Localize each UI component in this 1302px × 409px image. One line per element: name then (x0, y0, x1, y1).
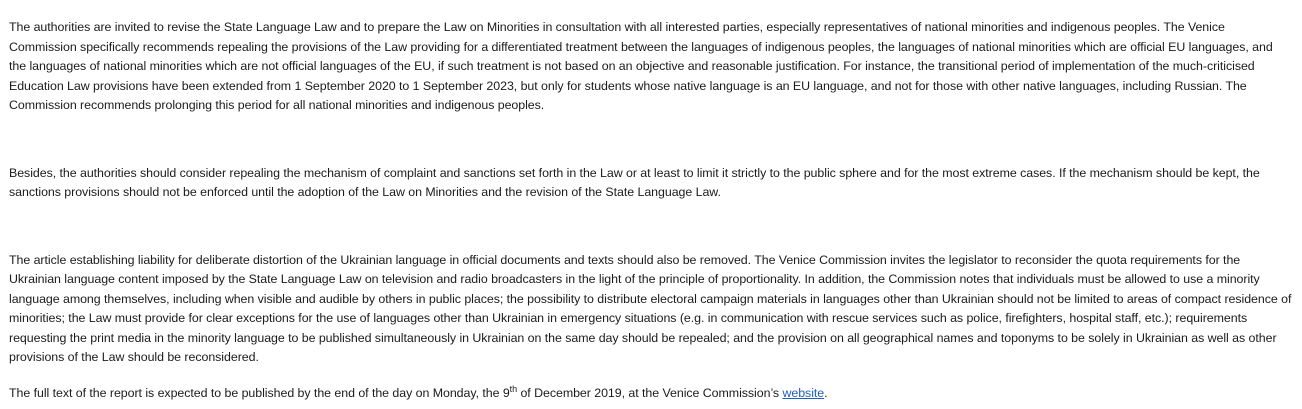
closing-text-start: The full text of the report is expected to be published by the end of the day on Monday, the 9 (9, 385, 510, 400)
paragraph-liability: The article establishing liability for deliberate distortion of the Ukrainian language in official documents and texts should also be removed. The Venice Commission invites the legislator to reconsider the quota requirements for the Ukrainian language content imposed by the State Language Law on television and radio broadcasters in the light of the principle of proportionality. In addition, the Commission notes that individuals must be allowed to use a minority language among themselves, including when visible and audible by others in public places; the possibility to distribute electoral campaign materials in languages other than Ukrainian should not be limited to areas of compact residence of minorities; the Law must provide for clear exceptions for the use of languages other than Ukrainian in emergency situations (e.g. in communication with rescue services such as police, firefighters, hospital staff, etc.); requirements requesting the print media in the minority language to be published simultaneously in Ukrainian on the same day should be repealed; and the provision on all geographical names and toponyms to be solely in Ukrainian as well as other provisions of the Law should be reconsidered. (9, 252, 1292, 364)
document-body (9, 18, 1293, 403)
ordinal-suffix: th (509, 383, 518, 394)
paragraph-sanctions: Besides, the authorities should consider repealing the mechanism of complaint and sanctions set forth in the Law or at least to limit it strictly to the public sphere and for the most extreme cases. If the mechanism should be kept, the sanctions provisions should not be enforced until the adoption of the Law on Minorities and the revision of the State Language Law. (9, 165, 1260, 199)
closing-text-middle: of December 2019, at the Venice Commission’s (517, 385, 783, 400)
website-link[interactable]: website (782, 385, 825, 400)
closing-period: . (824, 385, 828, 400)
paragraph-closing (9, 384, 1293, 404)
paragraph-revise-laws: The authorities are invited to revise the State Language Law and to prepare the Law on Minorities in consultation with all interested parties, especially representatives of national minorities and indigenous peoples. The Venice Commission specifically recommends repealing the provisions of the Law providing for a differentiated treatment between the languages of indigenous peoples, the languages of national minorities which are official EU languages, and the languages of national minorities which are not official languages of the EU, if such treatment is not based on an objective and reasonable justification. For instance, the transitional period of implementation of the much-criticised Education Law provisions have been extended from 1 September 2020 to 1 September 2023, but only for students whose native language is an EU language, and not for those with other native languages, including Russian. The Commission recommends prolonging this period for all national minorities and indigenous peoples. (9, 20, 1273, 112)
